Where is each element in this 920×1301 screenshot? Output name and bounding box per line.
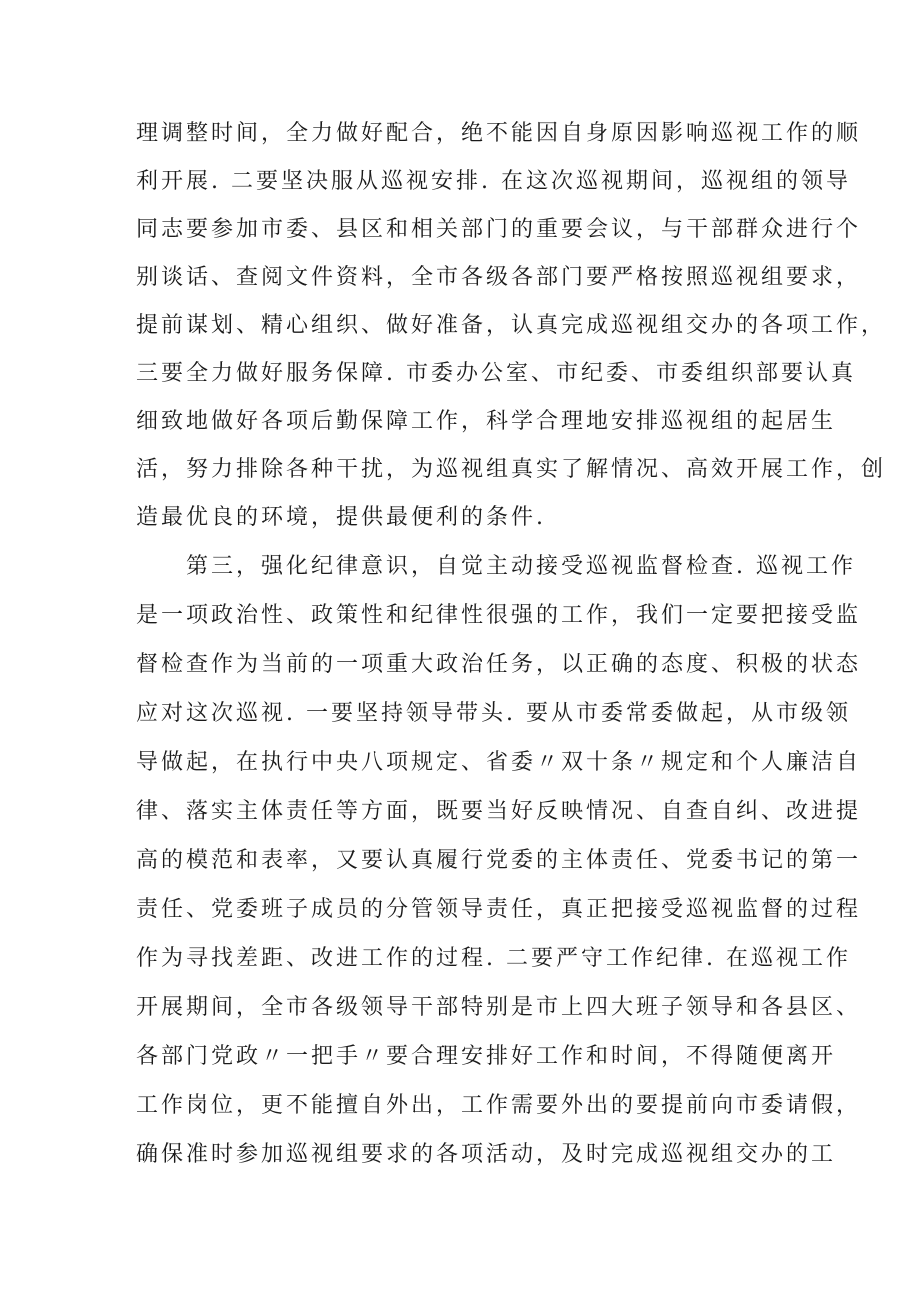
text-line: 督检查作为当前的一项重大政治任务，以正确的态度、积极的状态 — [136, 652, 862, 677]
text-line: 提前谋划、精心组织、做好准备，认真完成巡视组交办的各项工作， — [136, 313, 887, 338]
text-line: 别谈话、查阅文件资料，全市各级各部门要严格按照巡视组要求， — [136, 265, 862, 290]
text-line: 应对这次巡视. 一要坚持领导带头. 要从市委常委做起，从市级领 — [136, 701, 851, 726]
text-line: 三要全力做好服务保障. 市委办公室、市纪委、市委组织部要认真 — [136, 361, 856, 386]
text-line: 是一项政治性、政策性和纪律性很强的工作，我们一定要把接受监 — [136, 603, 862, 628]
text-line: 责任、党委班子成员的分管领导责任，真正把接受巡视监督的过程 — [136, 897, 862, 922]
text-line: 利开展. 二要坚决服从巡视安排. 在这次巡视期间，巡视组的领导 — [136, 169, 851, 194]
text-line: 各部门党政〃一把手〃要合理安排好工作和时间，不得随便离开 — [136, 1044, 837, 1069]
text-line: 律、落实主体责任等方面，既要当好反映情况、自查自纠、改进提 — [136, 799, 862, 824]
text-line: 开展期间，全市各级领导干部特别是市上四大班子领导和各县区、 — [136, 995, 862, 1020]
text-line: 活，努力排除各种干扰，为巡视组真实了解情况、高效开展工作，创 — [136, 457, 887, 482]
text-line: 导做起，在执行中央八项规定、省委〃双十条〃规定和个人廉洁自 — [136, 750, 862, 775]
text-line: 理调整时间，全力做好配合，绝不能因自身原因影响巡视工作的顺 — [136, 121, 862, 146]
text-line: 同志要参加市委、县区和相关部门的重要会议，与干部群众进行个 — [136, 217, 862, 242]
paragraph-first-line: 第三，强化纪律意识，自觉主动接受巡视监督检查. 巡视工作 — [186, 554, 856, 579]
text-line: 确保准时参加巡视组要求的各项活动，及时完成巡视组交办的工 — [136, 1142, 837, 1167]
text-line: 造最优良的环境，提供最便利的条件. — [136, 505, 546, 530]
text-line: 工作岗位，更不能擅自外出，工作需要外出的要提前向市委请假， — [136, 1093, 862, 1118]
text-line: 作为寻找差距、改进工作的过程. 二要严守工作纪律. 在巡视工作 — [136, 946, 851, 971]
text-line: 细致地做好各项后勤保障工作，科学合理地安排巡视组的起居生 — [136, 409, 837, 434]
text-line: 高的模范和表率，又要认真履行党委的主体责任、党委书记的第一 — [136, 848, 862, 873]
